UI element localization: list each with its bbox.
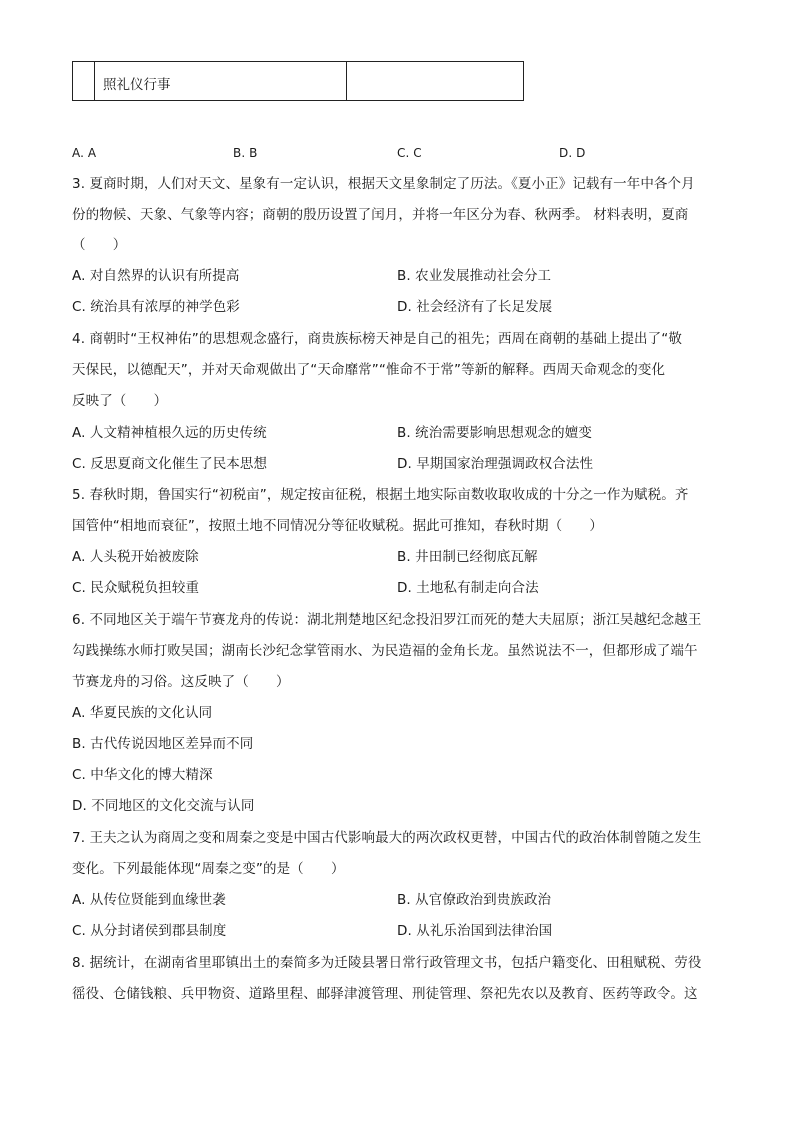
q5-option-a: A. 人头税开始被废除 [72,549,199,565]
q3-stem-line: （ ） [72,237,127,253]
q3-option-d: D. 社会经济有了长足发展 [397,299,553,315]
q5-option-b: B. 井田制已经彻底瓦解 [397,549,538,565]
q3-option-c: C. 统治具有浓厚的神学色彩 [72,299,240,315]
q7-option-b: B. 从官僚政治到贵族政治 [397,892,552,908]
q8-stem-line: 徭役、仓储钱粮、兵甲物资、道路里程、邮驿津渡管理、刑徒管理、祭祀先农以及教育、医药等政令。这 [72,986,698,1002]
q4-option-c: C. 反思夏商文化催生了民本思想 [72,456,268,472]
q3-option-a: A. 对自然界的认识有所提高 [72,268,240,284]
q6-option-b: B. 古代传说因地区差异而不同 [72,736,254,752]
q7-stem-line: 变化。下列最能体现“周秦之变”的是（ ） [72,861,345,877]
q2-option-d: D. D [559,146,586,160]
q3-option-b: B. 农业发展推动社会分工 [397,268,552,284]
q2-option-b: B. B [233,146,258,160]
q6-option-c: C. 中华文化的博大精深 [72,767,213,783]
q4-option-a: A. 人文精神植根久远的历史传统 [72,425,267,441]
q4-stem-line: 反映了（ ） [72,393,168,409]
q7-option-d: D. 从礼乐治国到法律治国 [397,923,553,939]
answer-table [72,61,524,101]
q5-option-d: D. 土地私有制走向合法 [397,580,539,596]
q6-stem-line: 勾践操练水师打败吴国；湖南长沙纪念掌管雨水、为民造福的金角长龙。虽然说法不一，但都形成了端午 [72,643,698,659]
q4-stem-line: 天保民，以德配天”，并对天命观做出了“天命靡常”“惟命不于常”等新的解释。西周天命观念的变化 [72,362,666,378]
q6-option-a: A. 华夏民族的文化认同 [72,705,213,721]
q2-option-c: C. C [397,146,422,160]
table-cell-index [73,62,95,100]
q3-stem-line: 3. 夏商时期，人们对天文、星象有一定认识，根据天文星象制定了历法。《夏小正》记载有一年中各个月 [72,176,695,192]
q4-stem-line: 4. 商朝时“王权神佑”的思想观念盛行，商贵族标榜天神是自己的祖先；西周在商朝的基础上提出了“敬 [72,331,682,347]
q4-option-d: D. 早期国家治理强调政权合法性 [397,456,594,472]
q6-stem-line: 节赛龙舟的习俗。这反映了（ ） [72,674,290,690]
q6-option-d: D. 不同地区的文化交流与认同 [72,798,255,814]
q4-option-b: B. 统治需要影响思想观念的嬗变 [397,425,592,441]
q3-stem-line: 份的物候、天象、气象等内容；商朝的殷历设置了闰月，并将一年区分为春、秋两季。 材料表明，夏商 [72,207,689,223]
q8-stem-line: 8. 据统计，在湖南省里耶镇出土的秦简多为迁陵县署日常行政管理文书，包括户籍变化、田租赋税、劳役 [72,955,702,971]
q7-option-a: A. 从传位贤能到血缘世袭 [72,892,226,908]
table-cell-text [95,62,347,100]
table-row-text: 照礼仪行事 [103,77,171,93]
q5-stem-line: 国管仲“相地而衰征”，按照土地不同情况分等征收赋税。据此可推知，春秋时期（ ） [72,518,603,534]
q7-stem-line: 7. 王夫之认为商周之变和周秦之变是中国古代影响最大的两次政权更替，中国古代的政治体制曾随之发生 [72,830,702,846]
q5-option-c: C. 民众赋税负担较重 [72,580,200,596]
q5-stem-line: 5. 春秋时期，鲁国实行“初税亩”，规定按亩征税，根据土地实际亩数收取收成的十分之一作为赋税。齐 [72,487,689,503]
q7-option-c: C. 从分封诸侯到郡县制度 [72,923,227,939]
q6-stem-line: 6. 不同地区关于端午节赛龙舟的传说：湖北荆楚地区纪念投汨罗江而死的楚大夫屈原；浙江吴越纪念越王 [72,612,702,628]
q2-option-a: A. A [72,146,97,160]
